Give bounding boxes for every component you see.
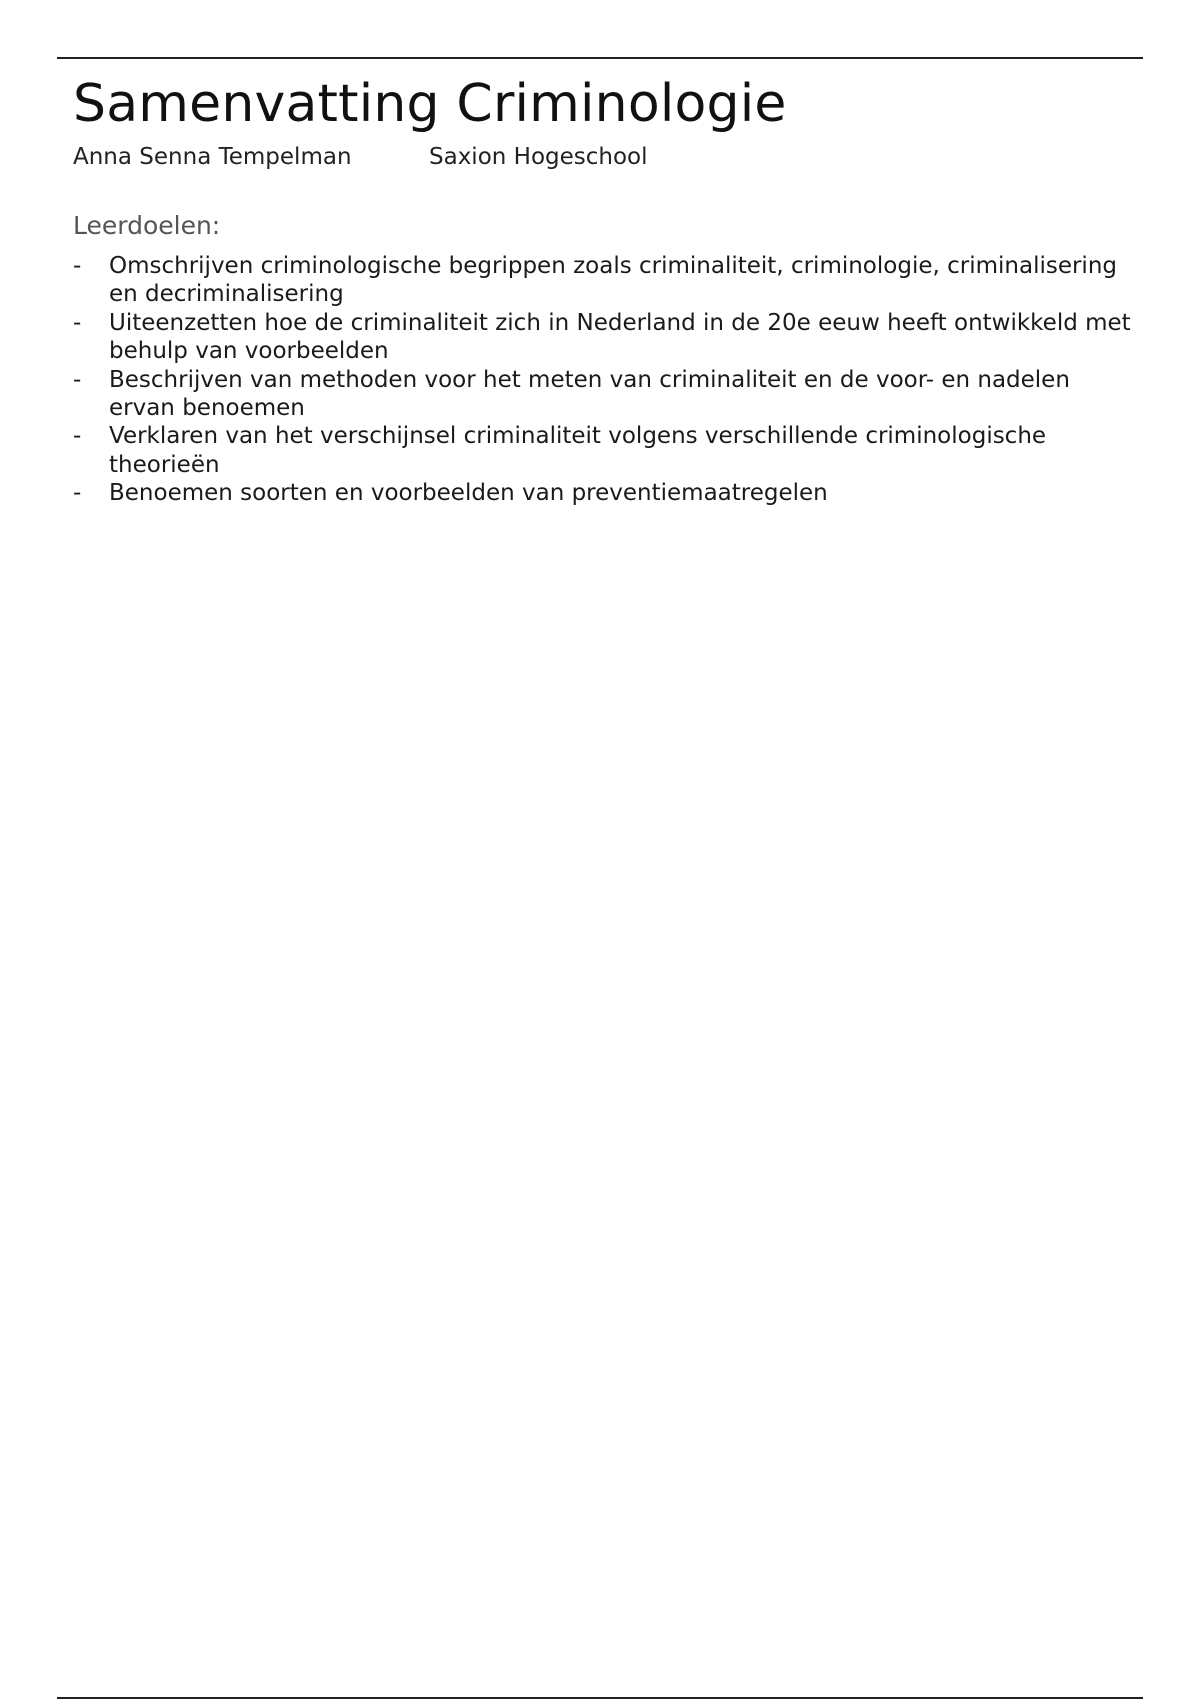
footer-rule (57, 1697, 1143, 1699)
list-item (73, 479, 1133, 507)
bullet-dash: - (73, 309, 82, 336)
list-item-text: Benoemen soorten en voorbeelden van preventiemaatregelen (109, 480, 828, 507)
bullet-dash: - (73, 480, 82, 507)
list-item (73, 309, 1133, 366)
list-item (73, 252, 1133, 309)
list-item-text: Verklaren van het verschijnsel criminaliteit volgens verschillende criminologische theorieën (109, 423, 1047, 478)
list-item-text: Uiteenzetten hoe de criminaliteit zich in Nederland in de 20e eeuw heeft ontwikkeld met behulp van voorbeelden (109, 309, 1131, 365)
bullet-dash: - (73, 253, 82, 279)
list-item (73, 422, 1133, 479)
header-rule (57, 57, 1143, 59)
document-meta (73, 142, 1133, 172)
document-body (73, 72, 1133, 508)
document-title: Samenvatting Criminologie (73, 74, 787, 134)
institution-name: Saxion Hogeschool (429, 144, 648, 170)
bullet-dash: - (73, 423, 82, 450)
author-name: Anna Senna Tempelman (73, 144, 352, 170)
learning-goals-heading: Leerdoelen: (73, 211, 221, 240)
list-item (73, 366, 1133, 423)
bullet-dash: - (73, 366, 82, 393)
list-item-text: Beschrijven van methoden voor het meten van criminaliteit en de voor- en nadelen ervan benoemen (109, 366, 1070, 422)
list-item-text: Omschrijven criminologische begrippen zoals criminaliteit, criminologie, criminalisering en decriminalisering (109, 253, 1118, 308)
learning-goals-list (73, 252, 1133, 508)
